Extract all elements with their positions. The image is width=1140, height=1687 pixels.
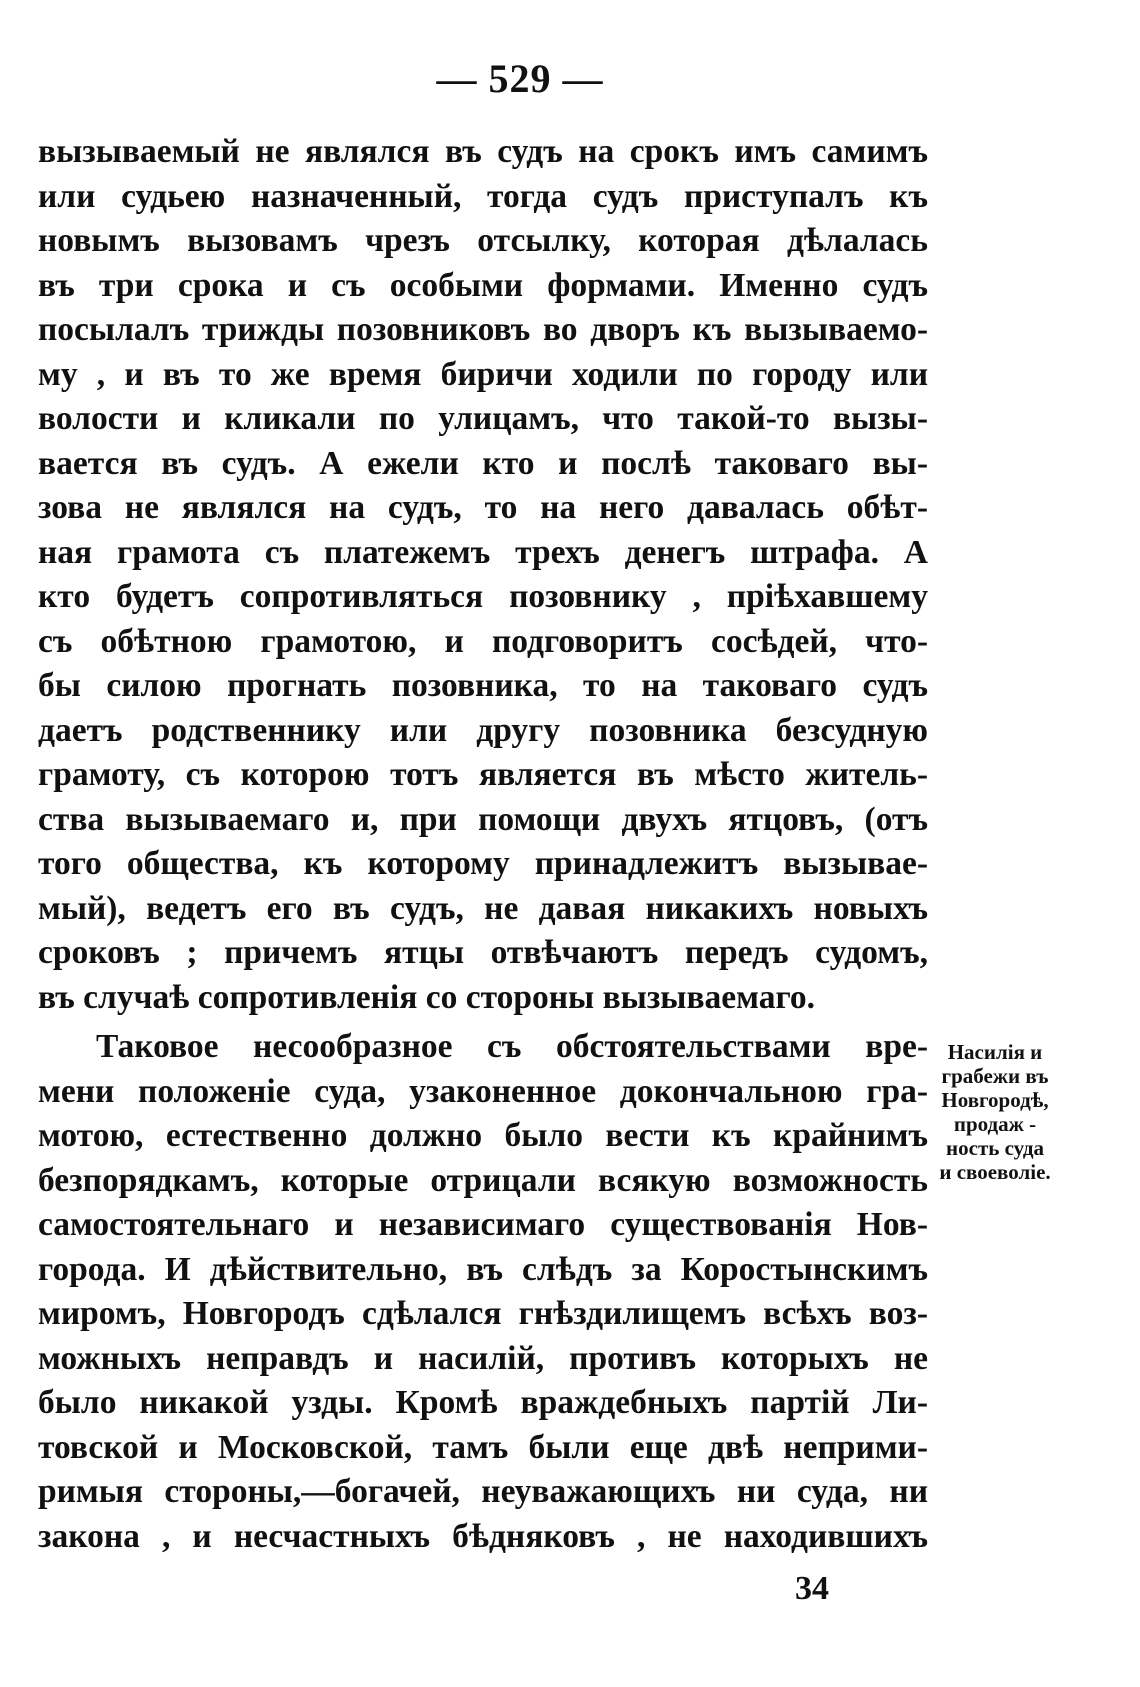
marginal-note — [930, 1040, 1060, 1184]
text-line: зова не являлся на судъ, то на него давалась обѣт- — [38, 489, 928, 526]
text-line: новымъ вызовамъ чрезъ отсылку, которая дѣлалась — [38, 222, 928, 259]
text-line: закона , и несчастныхъ бѣдняковъ , не находившихъ — [38, 1517, 928, 1555]
text-line: съ обѣтною грамотою, и подговоритъ сосѣдей, что- — [38, 622, 928, 660]
text-line: въ три срока и съ особыми формами. Именно судъ — [38, 266, 928, 304]
text-line: было никакой узды. Кромѣ враждебныхъ партій Ли- — [38, 1384, 928, 1421]
signature-mark: 34 — [795, 1570, 829, 1607]
text-line: римыя стороны,—богачей, неуважающихъ ни суда, ни — [38, 1473, 928, 1510]
text-line: вается въ судъ. А ежели кто и послѣ таковаго вы- — [38, 444, 928, 482]
text-line: кто будетъ сопротивляться позовнику , пріѣхавшему — [38, 578, 928, 615]
text-line: мый), ведетъ его въ судъ, не давая никакихъ новыхъ — [38, 889, 928, 927]
text-line: товской и Московской, тамъ были еще двѣ неприми- — [38, 1428, 928, 1466]
text-line: мени положеніе суда, узаконенное докончальною гра- — [38, 1072, 928, 1110]
text-line: въ случаѣ сопротивленія со стороны вызываемаго. — [38, 978, 815, 1016]
text-line: посылалъ трижды позовниковъ во дворъ къ вызываемо- — [38, 311, 928, 348]
marginal-note-line: и своеволіе. — [939, 1160, 1051, 1184]
marginal-note-line: Насилія и — [947, 1040, 1043, 1064]
text-line: города. И дѣйствительно, въ слѣдъ за Коростынскимъ — [38, 1250, 928, 1288]
text-line: вызываемый не являлся въ судъ на срокъ имъ самимъ — [38, 133, 928, 170]
marginal-note-line: Новгородѣ, — [941, 1088, 1049, 1112]
marginal-note-line: грабежи въ — [941, 1064, 1049, 1088]
text-line: волости и кликали по улицамъ, что такой-то вызы- — [38, 400, 928, 437]
paragraph-2 — [38, 1025, 928, 1559]
page-number: — 529 — — [436, 56, 604, 101]
text-line: мотою, естественно должно было вести къ крайнимъ — [38, 1117, 928, 1154]
text-line: миромъ, Новгородъ сдѣлался гнѣздилищемъ всѣхъ воз- — [38, 1295, 928, 1332]
marginal-note-line: ность суда — [946, 1136, 1044, 1160]
text-line: ства вызываемаго и, при помощи двухъ ятцовъ, (отъ — [38, 800, 928, 838]
text-line: самостоятельнаго и независимаго существованія Нов- — [38, 1206, 928, 1243]
marginal-note-line: продаж - — [953, 1112, 1037, 1136]
paragraph-1 — [38, 130, 928, 1020]
text-line: сроковъ ; причемъ ятцы отвѣчаютъ передъ судомъ, — [38, 934, 928, 971]
text-line: ная грамота съ платежемъ трехъ денегъ штрафа. А — [38, 533, 928, 571]
text-line: или судьею назначенный, тогда судъ приступалъ къ — [38, 177, 928, 215]
text-line: Таковое несообразное съ обстоятельствами вре- — [96, 1028, 928, 1065]
text-line: того общества, къ которому принадлежитъ вызывае- — [38, 845, 928, 882]
text-line: грамоту, съ которою тотъ является въ мѣсто житель- — [38, 756, 928, 793]
text-line: му , и въ то же время биричи ходили по городу или — [38, 355, 928, 393]
text-line: можныхъ неправдъ и насилій, противъ которыхъ не — [38, 1339, 928, 1377]
text-line: бы силою прогнать позовника, то на таковаго судъ — [38, 667, 928, 704]
text-line: даетъ родственнику или другу позовника безсудную — [38, 711, 928, 749]
main-text — [38, 130, 928, 1559]
text-line: безпорядкамъ, которые отрицали всякую возможность — [38, 1161, 928, 1199]
